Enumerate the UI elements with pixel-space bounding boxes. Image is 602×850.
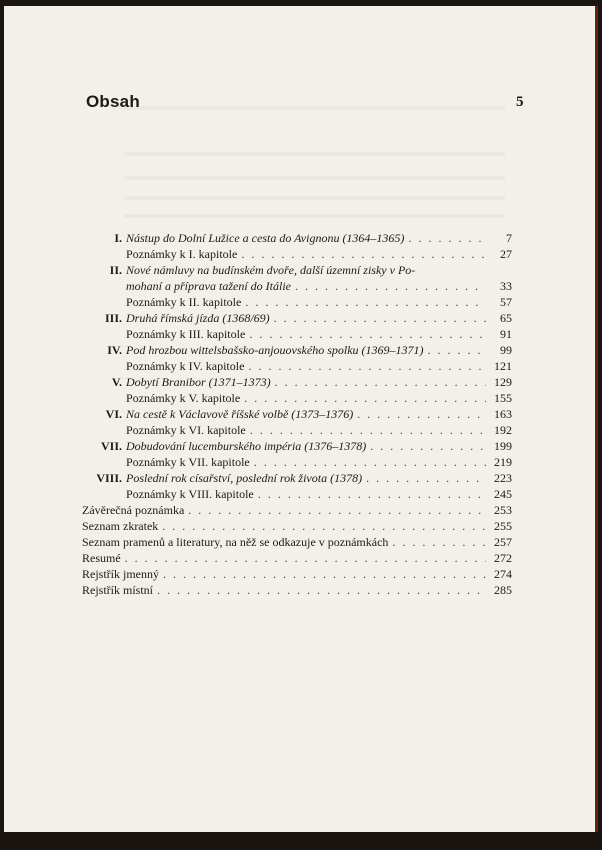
- toc-entry-chapter-2[interactable]: [82, 262, 512, 278]
- chapter-number: II.: [109, 263, 122, 277]
- page-ref: 274: [494, 567, 512, 581]
- leader-dots: [249, 326, 486, 342]
- chapter-number: VIII.: [96, 471, 122, 485]
- chapter-title: Na cestě k Václavově říšské volbě (1373–1376): [126, 407, 354, 421]
- page-ref: 129: [494, 375, 512, 389]
- entry-label: Rejstřík jmenný: [82, 567, 159, 581]
- leader-dots: [125, 550, 486, 566]
- page-ref: 253: [494, 503, 512, 517]
- chapter-number: I.: [114, 231, 122, 245]
- toc-entry-chapter-1[interactable]: [82, 230, 512, 246]
- toc-entry-chapter-5[interactable]: [82, 374, 512, 390]
- toc-entry-notes-8[interactable]: [82, 486, 512, 502]
- toc-entry-chapter-2-cont[interactable]: [82, 278, 512, 294]
- notes-label: Poznámky k VIII. kapitole: [126, 487, 254, 501]
- page-title: Obsah: [86, 92, 140, 111]
- toc-entry-name-index[interactable]: [82, 566, 512, 582]
- toc-entry-notes-7[interactable]: [82, 454, 512, 470]
- toc-entry-abbreviations[interactable]: [82, 518, 512, 534]
- entry-label: Seznam pramenů a literatury, na něž se odkazuje v poznámkách: [82, 535, 389, 549]
- toc-entry-resume[interactable]: [82, 550, 512, 566]
- toc-entry-chapter-4[interactable]: [82, 342, 512, 358]
- page-ref: 65: [500, 311, 512, 325]
- leader-dots: [163, 566, 486, 582]
- page-ref: 285: [494, 583, 512, 597]
- leader-dots: [241, 246, 486, 262]
- chapter-number: V.: [111, 375, 122, 389]
- page-ref: 257: [494, 535, 512, 549]
- toc-entry-chapter-7[interactable]: [82, 438, 512, 454]
- leader-dots: [428, 342, 486, 358]
- toc-entry-notes-2[interactable]: [82, 294, 512, 310]
- chapter-title: Dobytí Branibor (1371–1373): [126, 375, 271, 389]
- chapter-number: VI.: [105, 407, 122, 421]
- leader-dots: [250, 422, 486, 438]
- page-ref: 223: [494, 471, 512, 485]
- leader-dots: [188, 502, 486, 518]
- page-ref: 33: [500, 279, 512, 293]
- toc-entry-chapter-8[interactable]: [82, 470, 512, 486]
- page-ref: 219: [494, 455, 512, 469]
- page-ref: 7: [506, 231, 512, 245]
- notes-label: Poznámky k IV. kapitole: [126, 359, 245, 373]
- page-ref: 155: [494, 391, 512, 405]
- toc-entry-notes-3[interactable]: [82, 326, 512, 342]
- page-ref: 121: [494, 359, 512, 373]
- notes-label: Poznámky k VII. kapitole: [126, 455, 250, 469]
- page-ref: 255: [494, 519, 512, 533]
- leader-dots: [162, 518, 486, 534]
- page-number: 5: [516, 94, 524, 110]
- leader-dots: [392, 534, 486, 550]
- leader-dots: [245, 294, 486, 310]
- page-ref: 99: [500, 343, 512, 357]
- notes-label: Poznámky k I. kapitole: [126, 247, 238, 261]
- page-ref: 272: [494, 551, 512, 565]
- chapter-title: Poslední rok císařství, poslední rok života (1378): [126, 471, 363, 485]
- chapter-title-line2: mohaní a příprava tažení do Itálie: [126, 279, 291, 293]
- chapter-number: VII.: [100, 439, 122, 453]
- page-ref: 245: [494, 487, 512, 501]
- toc-entry-place-index[interactable]: [82, 582, 512, 598]
- toc-entry-sources[interactable]: [82, 534, 512, 550]
- page-ref: 27: [500, 247, 512, 261]
- toc-entry-notes-4[interactable]: [82, 358, 512, 374]
- leader-dots: [295, 278, 486, 294]
- toc-entry-notes-6[interactable]: [82, 422, 512, 438]
- book-page: [4, 6, 598, 832]
- toc-entry-chapter-6[interactable]: [82, 406, 512, 422]
- toc-entry-notes-5[interactable]: [82, 390, 512, 406]
- notes-label: Poznámky k V. kapitole: [126, 391, 241, 405]
- leader-dots: [408, 230, 486, 246]
- toc-entry-notes-1[interactable]: [82, 246, 512, 262]
- notes-label: Poznámky k VI. kapitole: [126, 423, 246, 437]
- chapter-number: III.: [104, 311, 122, 325]
- chapter-number: IV.: [107, 343, 122, 357]
- page-ref: 91: [500, 327, 512, 341]
- page-ref: 199: [494, 439, 512, 453]
- page-ref: 192: [494, 423, 512, 437]
- leader-dots: [274, 310, 486, 326]
- chapter-title: Dobudování lucemburského impéria (1376–1378): [126, 439, 367, 453]
- leader-dots: [248, 358, 486, 374]
- page-ref: 163: [494, 407, 512, 421]
- chapter-title: Druhá římská jízda (1368/69): [126, 311, 270, 325]
- leader-dots: [157, 582, 486, 598]
- leader-dots: [244, 390, 486, 406]
- notes-label: Poznámky k III. kapitole: [126, 327, 246, 341]
- toc-entry-closing-note[interactable]: [82, 502, 512, 518]
- leader-dots: [254, 454, 486, 470]
- table-of-contents: [82, 230, 512, 598]
- toc-entry-chapter-3[interactable]: [82, 310, 512, 326]
- chapter-title: Nástup do Dolní Lužice a cesta do Avignonu (1364–1365): [126, 231, 405, 245]
- notes-label: Poznámky k II. kapitole: [126, 295, 242, 309]
- page-ref: 57: [500, 295, 512, 309]
- entry-label: Resumé: [82, 551, 121, 565]
- entry-label: Rejstřík místní: [82, 583, 154, 597]
- chapter-title-line1: Nové námluvy na budínském dvoře, další územní zisky v Po-: [126, 263, 416, 277]
- entry-label: Seznam zkratek: [82, 519, 159, 533]
- leader-dots: [258, 486, 486, 502]
- leader-dots: [357, 406, 486, 422]
- entry-label: Závěrečná poznámka: [82, 503, 185, 517]
- leader-dots: [370, 438, 486, 454]
- leader-dots: [366, 470, 486, 486]
- leader-dots: [275, 374, 486, 390]
- chapter-title: Pod hrozbou wittelsbašsko-anjouovského spolku (1369–1371): [126, 343, 424, 357]
